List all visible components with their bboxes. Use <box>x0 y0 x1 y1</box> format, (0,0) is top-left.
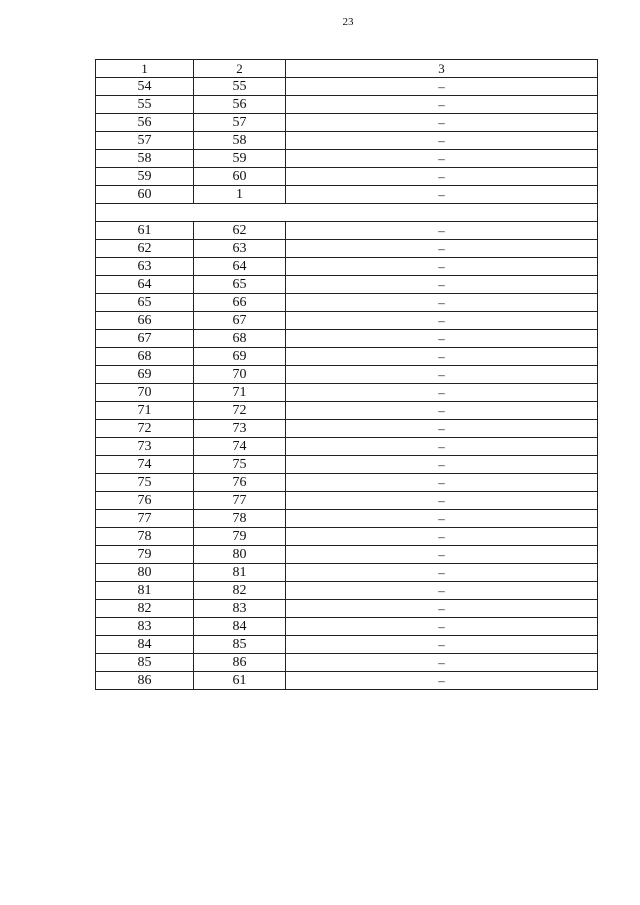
table-cell-col-3: – <box>286 654 598 672</box>
table-cell-col-1: 81 <box>96 582 194 600</box>
table-cell-col-2: 79 <box>194 528 286 546</box>
table-cell-col-2: 62 <box>194 222 286 240</box>
table-cell-col-2: 81 <box>194 564 286 582</box>
table-cell-col-1: 86 <box>96 672 194 690</box>
column-header-2: 2 <box>194 60 286 78</box>
table-row <box>96 618 598 636</box>
table-cell-col-2: 69 <box>194 348 286 366</box>
table-cell-col-3: – <box>286 132 598 150</box>
table-cell-col-1: 78 <box>96 528 194 546</box>
table-row <box>96 240 598 258</box>
table-cell-col-1: 54 <box>96 78 194 96</box>
table-cell-col-1: 55 <box>96 96 194 114</box>
table-cell-col-1: 82 <box>96 600 194 618</box>
table-cell-col-1: 61 <box>96 222 194 240</box>
table-cell-col-1: 83 <box>96 618 194 636</box>
table-row <box>96 384 598 402</box>
table-cell-col-2: 70 <box>194 366 286 384</box>
table-cell-col-3: – <box>286 330 598 348</box>
table-cell-col-1: 57 <box>96 132 194 150</box>
table-cell-col-3: – <box>286 96 598 114</box>
table-cell-col-1: 68 <box>96 348 194 366</box>
table-cell-col-2: 65 <box>194 276 286 294</box>
table-cell-col-1: 65 <box>96 294 194 312</box>
header-row <box>96 60 598 78</box>
table-cell-col-2: 67 <box>194 312 286 330</box>
table-row <box>96 222 598 240</box>
table-cell-col-1: 77 <box>96 510 194 528</box>
table-cell-col-1: 62 <box>96 240 194 258</box>
table-row <box>96 546 598 564</box>
table-row <box>96 114 598 132</box>
table-row <box>96 456 598 474</box>
table-cell-col-3: – <box>286 114 598 132</box>
table-row <box>96 528 598 546</box>
table-row <box>96 564 598 582</box>
table-row <box>96 186 598 204</box>
table-cell-col-1: 85 <box>96 654 194 672</box>
table-cell-col-1: 79 <box>96 546 194 564</box>
table-cell-col-2: 59 <box>194 150 286 168</box>
table-row <box>96 96 598 114</box>
table-cell-col-1: 76 <box>96 492 194 510</box>
table-cell-col-2: 68 <box>194 330 286 348</box>
table-cell-col-3: – <box>286 564 598 582</box>
table-cell-col-2: 64 <box>194 258 286 276</box>
table-cell-col-2: 74 <box>194 438 286 456</box>
table-cell-col-1: 56 <box>96 114 194 132</box>
table-cell-col-1: 75 <box>96 474 194 492</box>
table-row <box>96 132 598 150</box>
table-cell-col-1: 74 <box>96 456 194 474</box>
table-cell-col-2: 80 <box>194 546 286 564</box>
table-cell-col-2: 86 <box>194 654 286 672</box>
data-table <box>95 59 598 690</box>
table-cell-col-2: 1 <box>194 186 286 204</box>
table-cell-col-3: – <box>286 150 598 168</box>
table-cell-col-2: 63 <box>194 240 286 258</box>
table-cell-col-3: – <box>286 312 598 330</box>
separator-row <box>96 204 598 222</box>
table-row <box>96 258 598 276</box>
table-cell-col-3: – <box>286 672 598 690</box>
table-cell-col-2: 77 <box>194 492 286 510</box>
table-cell-col-2: 85 <box>194 636 286 654</box>
table-row <box>96 582 598 600</box>
table-cell-col-1: 72 <box>96 420 194 438</box>
table-row <box>96 672 598 690</box>
table-row <box>96 510 598 528</box>
table-row <box>96 330 598 348</box>
separator-cell <box>96 204 598 222</box>
table-cell-col-3: – <box>286 438 598 456</box>
table-cell-col-3: – <box>286 528 598 546</box>
table-row <box>96 438 598 456</box>
column-header-1: 1 <box>96 60 194 78</box>
table-cell-col-1: 66 <box>96 312 194 330</box>
table-cell-col-1: 73 <box>96 438 194 456</box>
table-cell-col-2: 58 <box>194 132 286 150</box>
table-row <box>96 78 598 96</box>
table-cell-col-2: 84 <box>194 618 286 636</box>
table-row <box>96 168 598 186</box>
table-cell-col-2: 60 <box>194 168 286 186</box>
table-cell-col-1: 70 <box>96 384 194 402</box>
table-group-1 <box>96 78 598 204</box>
table-row <box>96 636 598 654</box>
table-cell-col-1: 69 <box>96 366 194 384</box>
table-cell-col-1: 67 <box>96 330 194 348</box>
table-cell-col-3: – <box>286 492 598 510</box>
table-group-2 <box>96 222 598 690</box>
table-row <box>96 654 598 672</box>
table-cell-col-3: – <box>286 456 598 474</box>
table-cell-col-1: 64 <box>96 276 194 294</box>
table-cell-col-3: – <box>286 618 598 636</box>
table-cell-col-2: 83 <box>194 600 286 618</box>
table-row <box>96 420 598 438</box>
table-cell-col-2: 76 <box>194 474 286 492</box>
table-cell-col-3: – <box>286 348 598 366</box>
table-cell-col-1: 80 <box>96 564 194 582</box>
table-header <box>96 60 598 78</box>
table-cell-col-3: – <box>286 402 598 420</box>
table-row <box>96 294 598 312</box>
table-cell-col-1: 71 <box>96 402 194 420</box>
table-cell-col-3: – <box>286 420 598 438</box>
table-row <box>96 312 598 330</box>
table-cell-col-2: 57 <box>194 114 286 132</box>
table-row <box>96 474 598 492</box>
table-cell-col-3: – <box>286 222 598 240</box>
table-cell-col-2: 73 <box>194 420 286 438</box>
table-row <box>96 402 598 420</box>
table-row <box>96 492 598 510</box>
table-cell-col-3: – <box>286 186 598 204</box>
table-cell-col-2: 82 <box>194 582 286 600</box>
table-cell-col-3: – <box>286 258 598 276</box>
table-cell-col-3: – <box>286 168 598 186</box>
table-cell-col-2: 56 <box>194 96 286 114</box>
table-cell-col-3: – <box>286 600 598 618</box>
table-cell-col-1: 59 <box>96 168 194 186</box>
table-cell-col-2: 61 <box>194 672 286 690</box>
table-cell-col-1: 58 <box>96 150 194 168</box>
column-header-3: 3 <box>286 60 598 78</box>
table-cell-col-1: 63 <box>96 258 194 276</box>
table-cell-col-3: – <box>286 366 598 384</box>
table-cell-col-1: 84 <box>96 636 194 654</box>
table-cell-col-3: – <box>286 240 598 258</box>
table-cell-col-3: – <box>286 276 598 294</box>
table-cell-col-3: – <box>286 474 598 492</box>
table-cell-col-3: – <box>286 384 598 402</box>
table-row <box>96 600 598 618</box>
table-cell-col-3: – <box>286 636 598 654</box>
table-row <box>96 150 598 168</box>
table-cell-col-3: – <box>286 582 598 600</box>
table-cell-col-3: – <box>286 78 598 96</box>
table-cell-col-3: – <box>286 510 598 528</box>
table-cell-col-1: 60 <box>96 186 194 204</box>
table-cell-col-2: 66 <box>194 294 286 312</box>
table-cell-col-2: 72 <box>194 402 286 420</box>
table-row <box>96 348 598 366</box>
table-row <box>96 276 598 294</box>
table-cell-col-2: 78 <box>194 510 286 528</box>
table-cell-col-3: – <box>286 546 598 564</box>
page-number: 23 <box>342 16 354 28</box>
table-cell-col-2: 55 <box>194 78 286 96</box>
table-separator <box>96 204 598 222</box>
table-cell-col-2: 75 <box>194 456 286 474</box>
table-cell-col-3: – <box>286 294 598 312</box>
table-cell-col-2: 71 <box>194 384 286 402</box>
table-row <box>96 366 598 384</box>
